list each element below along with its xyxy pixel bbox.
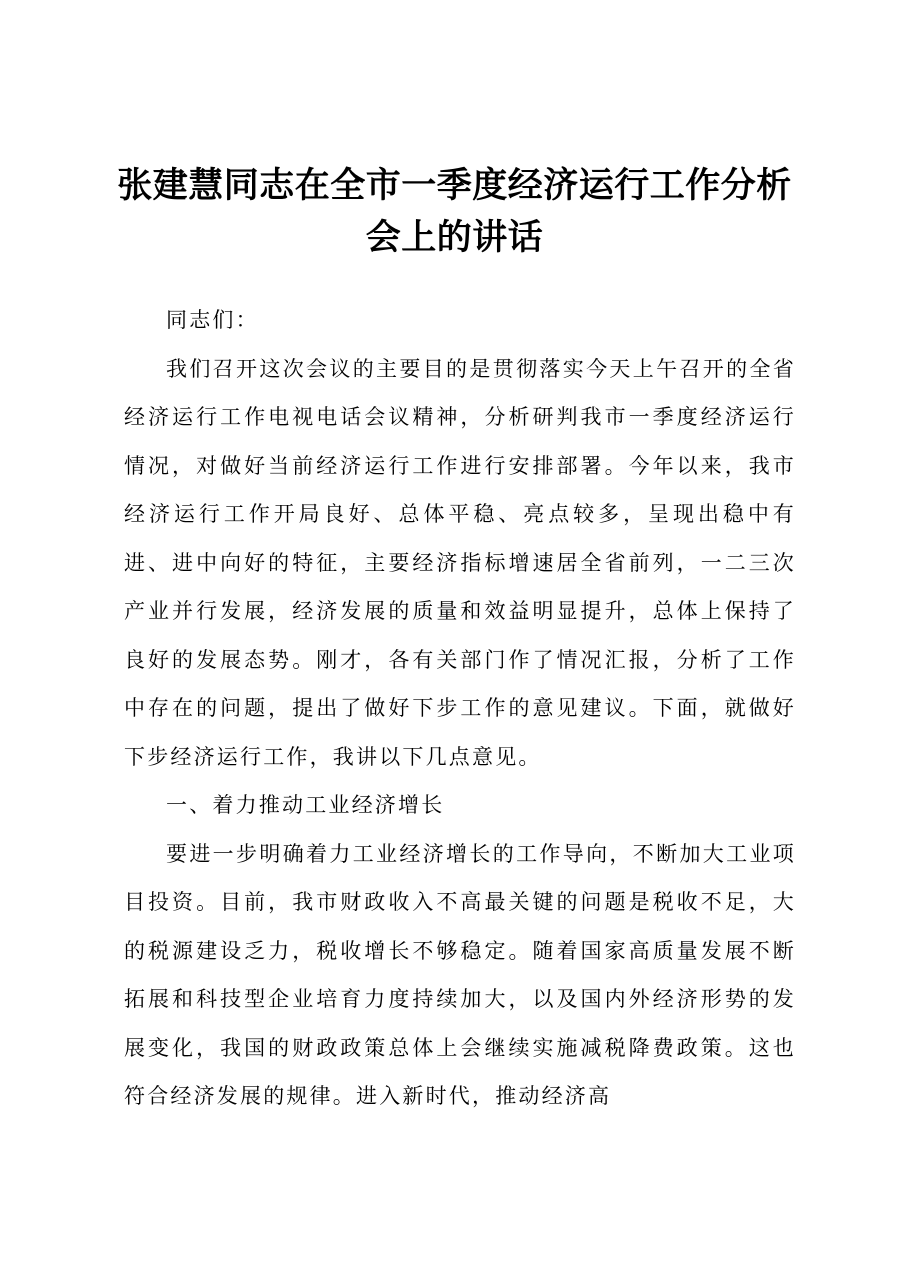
salutation: 同志们： (166, 308, 259, 332)
document-title: 张建慧同志在全市一季度经济运行工作分析会上的讲话 (117, 165, 792, 258)
section-heading-1: 一、着力推动工业经济增长 (166, 793, 445, 817)
document-body (124, 296, 796, 1121)
paragraph-section-1: 要进一步明确着力工业经济增长的工作导向，不断加大工业项目投资。目前，我市财政收入不高最关键的问题是税收不足，大的税源建设乏力，税收增长不够稳定。随着国家高质量发展不断拓展和科技型企业培育力度持续加大，以及国内外经济形势的发展变化，我国的财政政策总体上会继续实施减税降费政策。这也符合经济发展的规律。进入新时代，推动经济高 (124, 841, 796, 1108)
paragraph-intro: 我们召开这次会议的主要目的是贯彻落实今天上午召开的全省经济运行工作电视电话会议精神，分析研判我市一季度经济运行情况，对做好当前经济运行工作进行安排部署。今年以来，我市经济运行工作开局良好、总体平稳、亮点较多，呈现出稳中有进、进中向好的特征，主要经济指标增速居全省前列，一二三次产业并行发展，经济发展的质量和效益明显提升，总体上保持了良好的发展态势。刚才，各有关部门作了情况汇报，分析了工作中存在的问题，提出了做好下步工作的意见建议。下面，就做好下步经济运行工作，我讲以下几点意见。 (124, 356, 796, 769)
